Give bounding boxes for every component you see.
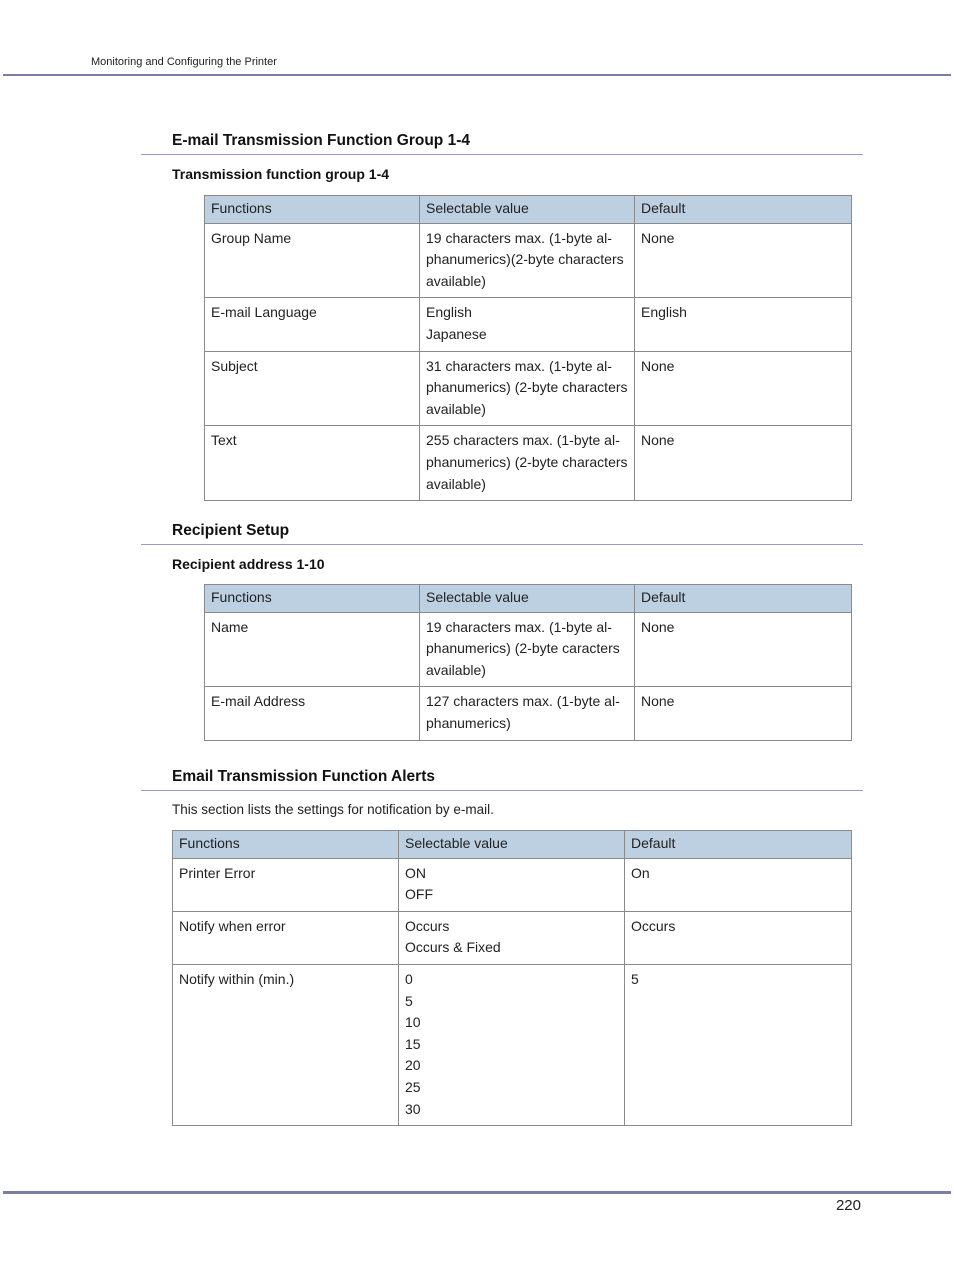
column-header-selectable-value: Selectable value <box>399 831 625 859</box>
cell-function: E-mail Language <box>205 298 420 351</box>
column-header-default: Default <box>635 585 852 613</box>
section-title-alerts: Email Transmission Function Alerts <box>172 768 435 785</box>
cell-selectable-value: ON OFF <box>399 858 625 911</box>
section-intro-text: This section lists the settings for notification by e-mail. <box>172 802 494 817</box>
cell-function: Group Name <box>205 223 420 298</box>
cell-selectable-value: 19 characters max. (1-byte al- phanumerics)(2-byte characters available) <box>420 223 635 298</box>
table-row <box>173 911 852 964</box>
column-header-default: Default <box>625 831 852 859</box>
table-row <box>205 612 852 687</box>
table-row <box>173 964 852 1125</box>
cell-default: Occurs <box>625 911 852 964</box>
column-header-functions: Functions <box>205 585 420 613</box>
cell-function: Printer Error <box>173 858 399 911</box>
cell-function: Text <box>205 426 420 501</box>
column-header-selectable-value: Selectable value <box>420 585 635 613</box>
cell-selectable-value: 31 characters max. (1-byte al- phanumerics) (2-byte characters available) <box>420 351 635 426</box>
cell-function: Notify when error <box>173 911 399 964</box>
table-row <box>205 298 852 351</box>
section-rule <box>141 544 863 545</box>
cell-default: English <box>635 298 852 351</box>
page-number: 220 <box>835 1197 861 1214</box>
cell-default: 5 <box>625 964 852 1125</box>
transmission-group-table <box>204 195 852 501</box>
cell-default: None <box>635 426 852 501</box>
column-header-default: Default <box>635 196 852 224</box>
table-row <box>205 426 852 501</box>
cell-default: None <box>635 612 852 687</box>
section-rule <box>141 790 863 791</box>
header-rule <box>3 74 951 76</box>
column-header-selectable-value: Selectable value <box>420 196 635 224</box>
cell-selectable-value: 127 characters max. (1-byte al- phanumerics) <box>420 687 635 740</box>
cell-function: E-mail Address <box>205 687 420 740</box>
table-header-row <box>205 585 852 613</box>
cell-selectable-value: 19 characters max. (1-byte al- phanumerics) (2-byte caracters available) <box>420 612 635 687</box>
subsection-title-recipient-address: Recipient address 1-10 <box>172 556 325 572</box>
cell-default: None <box>635 223 852 298</box>
cell-function: Subject <box>205 351 420 426</box>
table-header-row <box>205 196 852 224</box>
section-title-recipient-setup: Recipient Setup <box>172 522 290 539</box>
cell-function: Notify within (min.) <box>173 964 399 1125</box>
column-header-functions: Functions <box>205 196 420 224</box>
alerts-table <box>172 830 852 1126</box>
table-row <box>205 687 852 740</box>
table-row <box>205 223 852 298</box>
section-title-transmission-group: E-mail Transmission Function Group 1-4 <box>172 132 470 149</box>
subsection-title-transmission-group: Transmission function group 1-4 <box>172 166 390 182</box>
table-row <box>173 858 852 911</box>
cell-function: Name <box>205 612 420 687</box>
running-header: Monitoring and Configuring the Printer <box>91 56 277 68</box>
table-header-row <box>173 831 852 859</box>
cell-default: None <box>635 351 852 426</box>
cell-selectable-value: 255 characters max. (1-byte al- phanumerics) (2-byte characters available) <box>420 426 635 501</box>
cell-default: On <box>625 858 852 911</box>
cell-selectable-value: Occurs Occurs & Fixed <box>399 911 625 964</box>
cell-selectable-value: English Japanese <box>420 298 635 351</box>
section-rule <box>141 154 863 155</box>
cell-default: None <box>635 687 852 740</box>
footer-rule <box>3 1191 951 1194</box>
table-row <box>205 351 852 426</box>
cell-selectable-value: 0 5 10 15 20 25 30 <box>399 964 625 1125</box>
column-header-functions: Functions <box>173 831 399 859</box>
recipient-address-table <box>204 584 852 741</box>
